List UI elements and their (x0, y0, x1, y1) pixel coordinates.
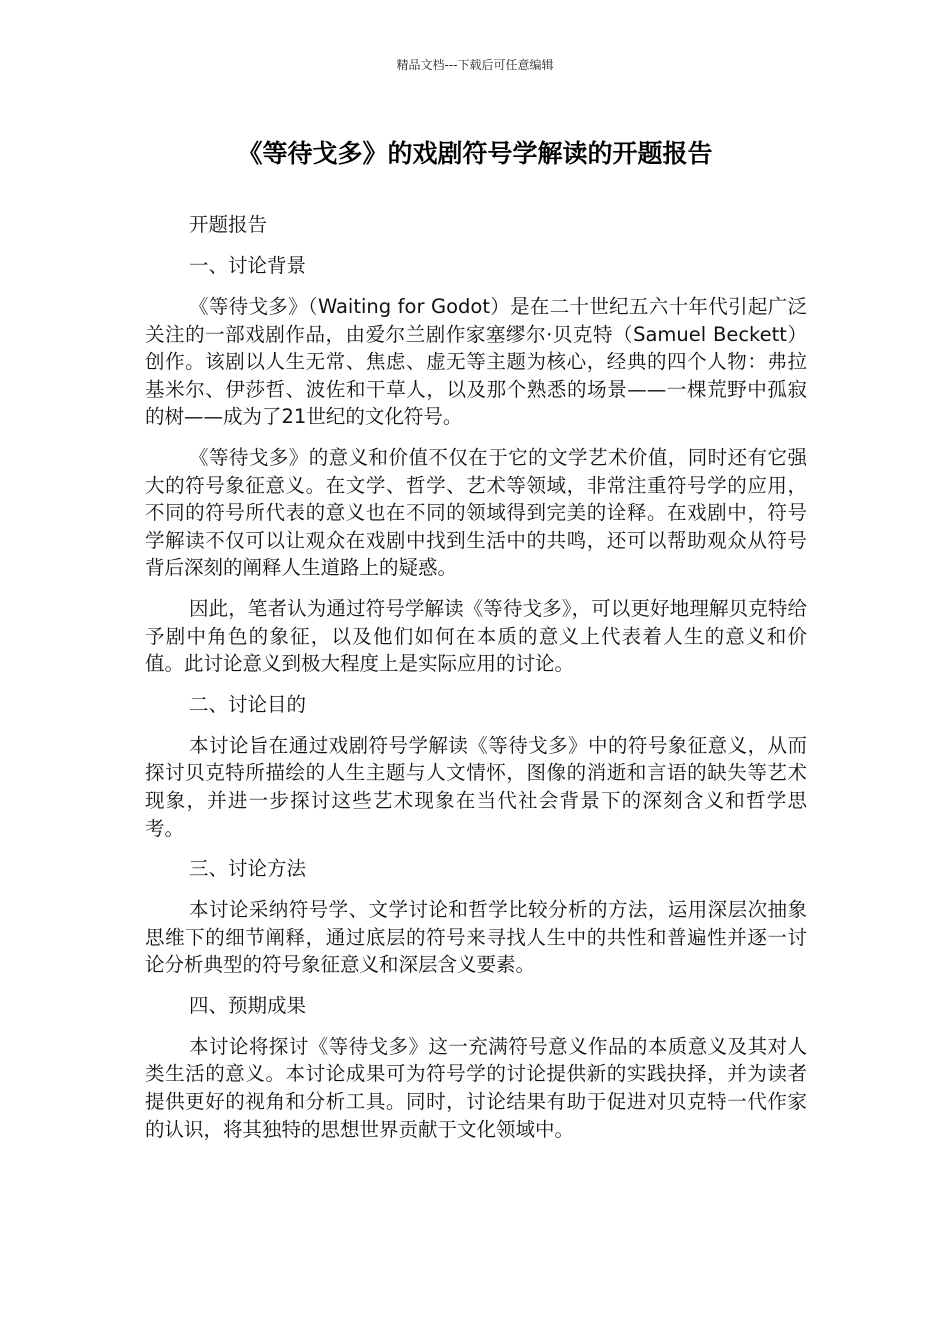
method-paragraph: 本讨论采纳符号学、文学讨论和哲学比较分析的方法，运用深层次抽象思维下的细节阐释，通过底层的符号来寻找人生中的共性和普遍性并逐一讨论分析典型的符号象征意义和深层含义要素。 (145, 898, 807, 977)
outcome-paragraph: 本讨论将探讨《等待戈多》这一充满符号意义作品的本质意义及其对人类生活的意义。本讨论成果可为符号学的讨论提供新的实践抉择，并为读者提供更好的视角和分析工具。同时，讨论结果有助于促进对贝克特一代作家的认识，将其独特的思想世界贡献于文化领域中。 (145, 1034, 807, 1141)
section-heading-outcome: 四、预期成果 (189, 993, 307, 1017)
background-paragraph-3: 因此，笔者认为通过符号学解读《等待戈多》，可以更好地理解贝克特给予剧中角色的象征，以及他们如何在本质的意义上代表着人生的意义和价值。此讨论意义到极大程度上是实际应用的讨论。 (145, 596, 807, 676)
document-body (145, 211, 807, 1156)
background-paragraph-1: 《等待戈多》（Waiting for Godot）是在二十世纪五六十年代引起广泛关注的一部戏剧作品，由爱尔兰剧作家塞缪尔·贝克特（Samuel Beckett）创作。该剧以人生无常、焦虑、虚无等主题为核心，经典的四个人物：弗拉基米尔、伊莎哲、波佐和干草人，以及那个熟悉的场景——一棵荒野中孤寂的树——成为了21世纪的文化符号。 (145, 295, 807, 429)
background-paragraph-2: 《等待戈多》的意义和价值不仅在于它的文学艺术价值，同时还有它强大的符号象征意义。在文学、哲学、艺术等领域，非常注重符号学的应用，不同的符号所代表的意义也在不同的领域得到完美的诠释。在戏剧中，符号学解读不仅可以让观众在戏剧中找到生活中的共鸣，还可以帮助观众从符号背后深刻的阐释人生道路上的疑惑。 (145, 445, 807, 580)
report-label: 开题报告 (189, 213, 268, 236)
section-heading-method: 三、讨论方法 (189, 857, 307, 881)
page-header-watermark: 精品文档---下载后可任意编辑 (396, 58, 554, 72)
purpose-paragraph: 本讨论旨在通过戏剧符号学解读《等待戈多》中的符号象征意义，从而探讨贝克特所描绘的人生主题与人文情怀，图像的消逝和言语的缺失等艺术现象，并进一步探讨这些艺术现象在当代社会背景下的深刻含义和哲学思考。 (145, 733, 807, 840)
document-title: 《等待戈多》的戏剧符号学解读的开题报告 (237, 139, 713, 168)
section-heading-background: 一、讨论背景 (189, 254, 307, 277)
section-heading-purpose: 二、讨论目的 (189, 692, 307, 716)
